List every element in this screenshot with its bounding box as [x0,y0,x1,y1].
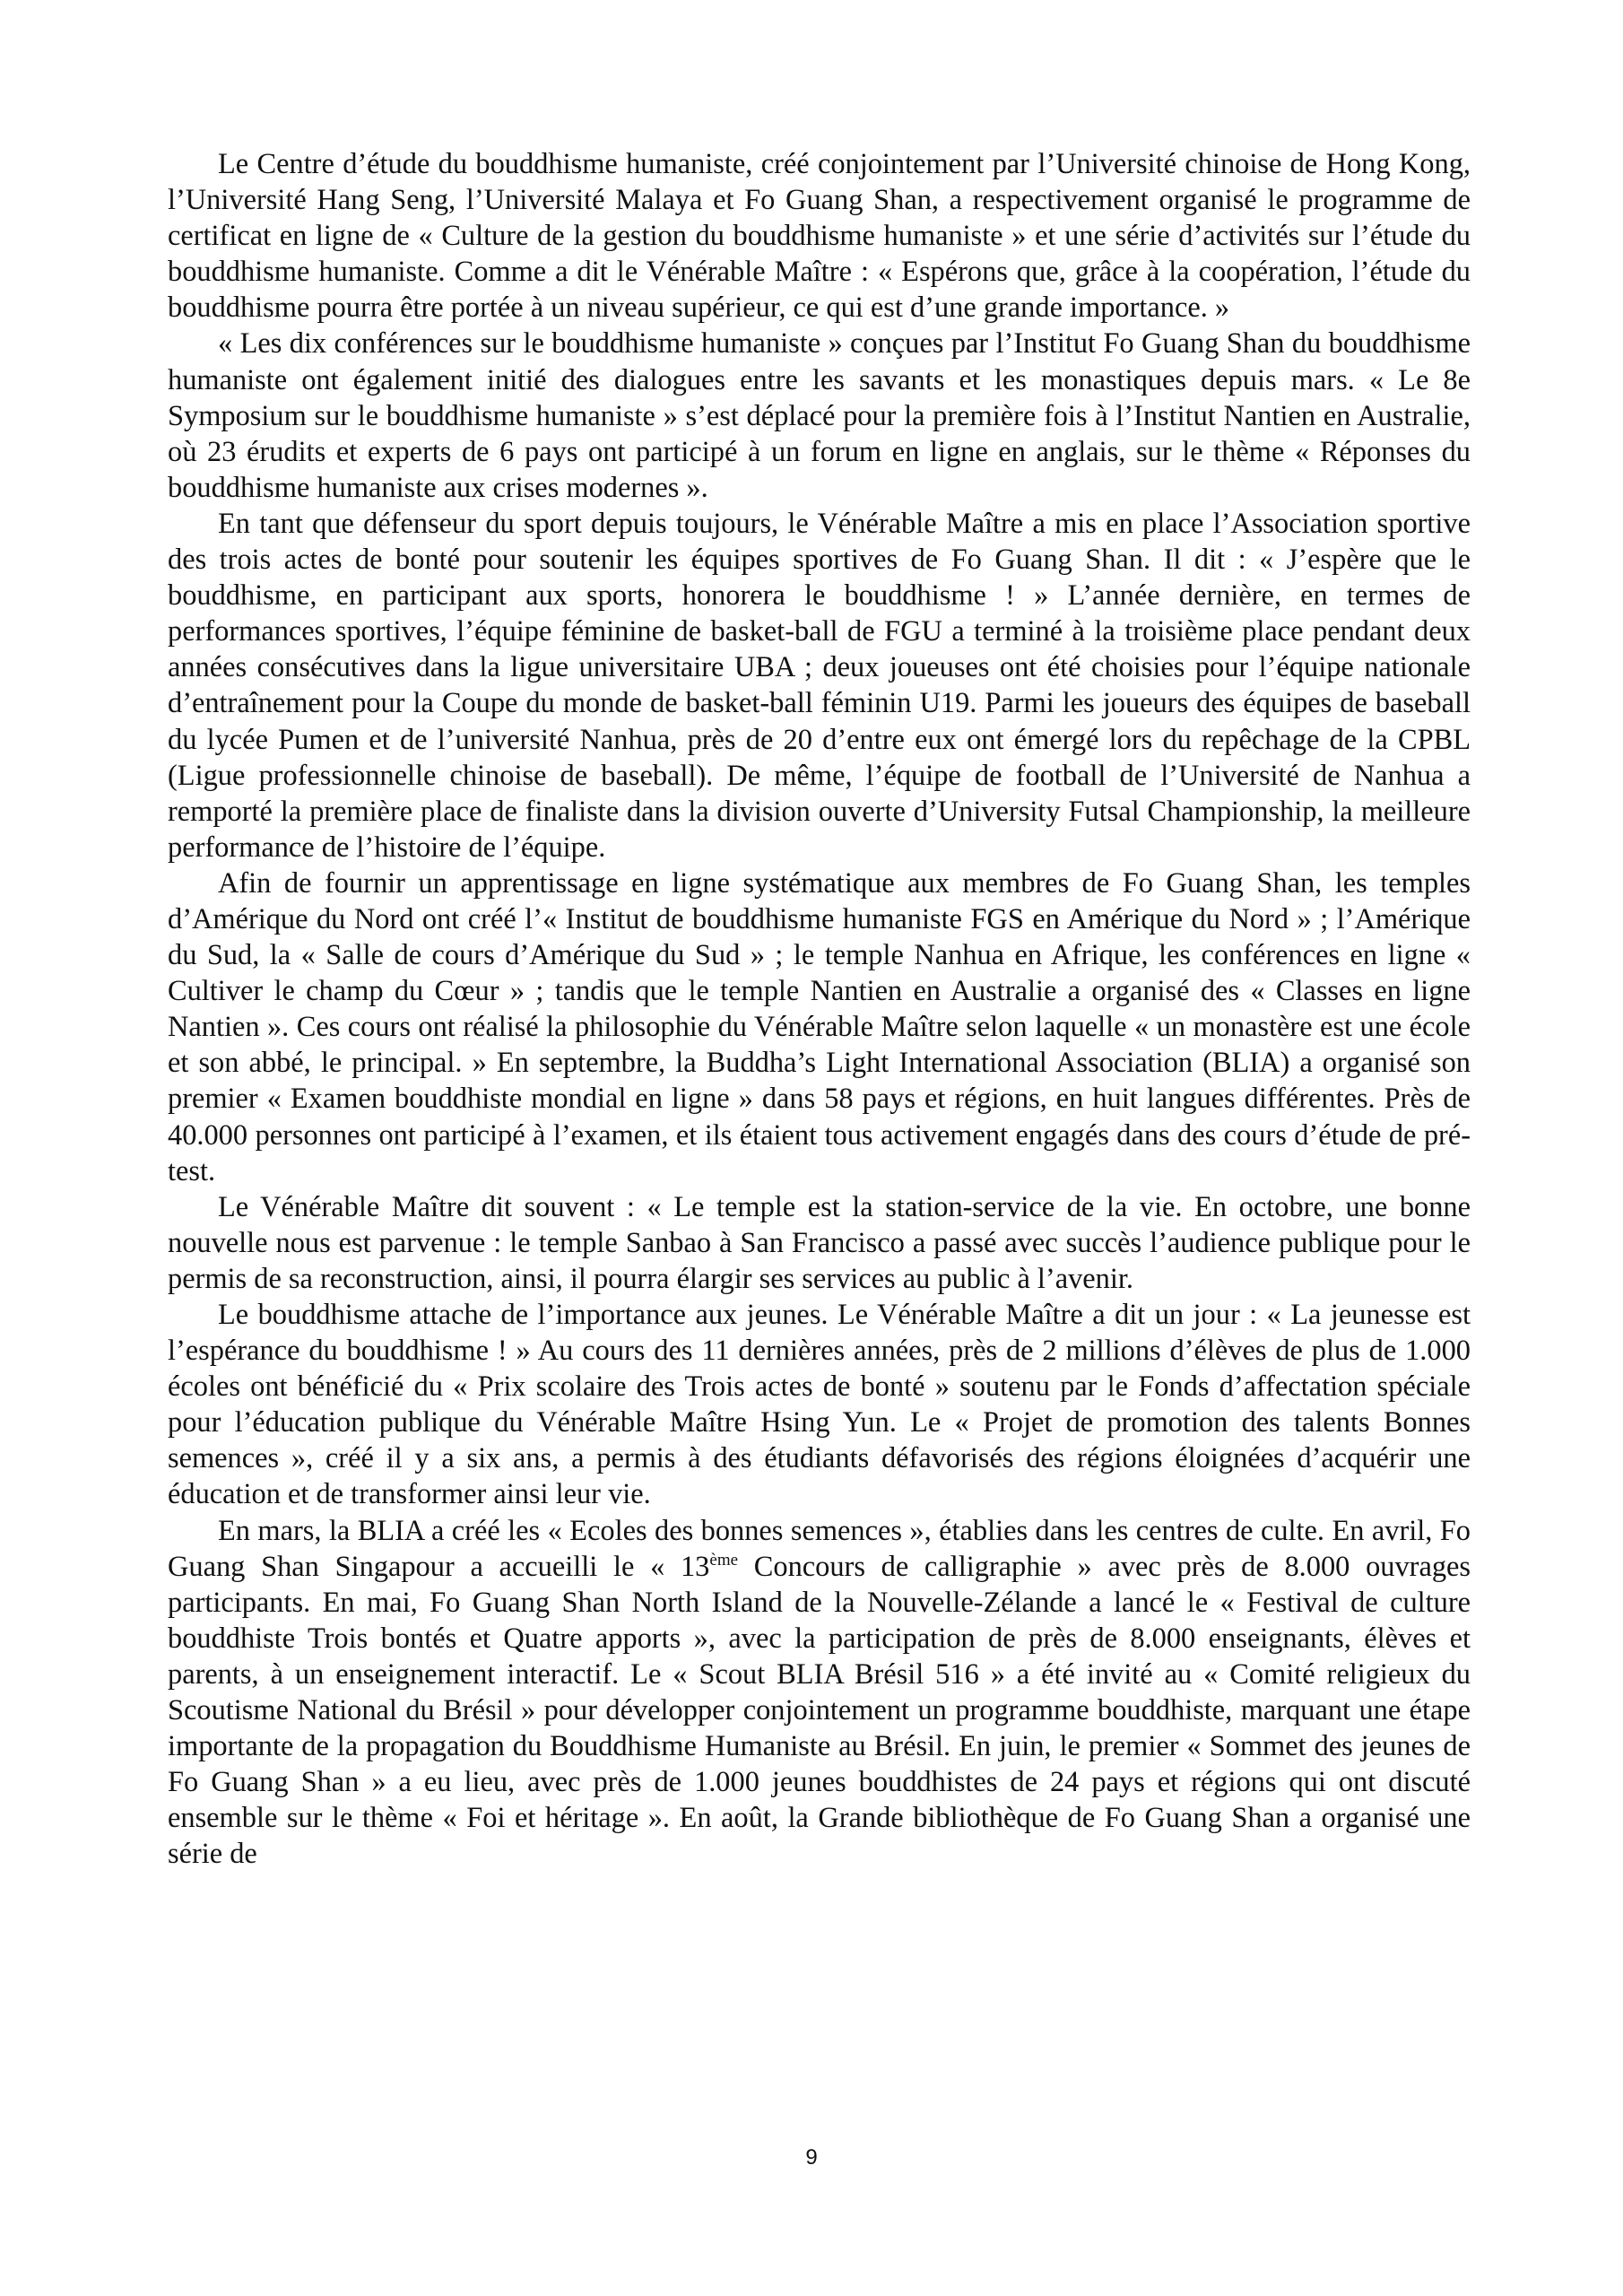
page-number: 9 [805,2145,818,2170]
paragraph-7-part-2: Concours de calligraphie » avec près de 8.000 ouvrages participants. En mai, Fo Guang Shan North Island de la Nouvelle-Zélande a lancé le « Festival de culture bouddhiste Trois bontés et Quatre apports », avec la participation de près de 8.000 enseignants, élèves et parents, à un enseignement interactif. Le « Scout BLIA Brésil 516 » a été invité au « Comité religieux du Scoutisme National du Brésil » pour développer conjointement un programme bouddhiste, marquant une étape importante de la propagation du Bouddhisme Humaniste au Brésil. En juin, le premier « Sommet des jeunes de Fo Guang Shan » a eu lieu, avec près de 1.000 jeunes bouddhistes de 24 pays et régions qui ont discuté ensemble sur le thème « Foi et héritage ». En août, la Grande bibliothèque de Fo Guang Shan a organisé une série de [168,1550,1471,1871]
body-text [168,146,1471,1873]
paragraph-5: Le Vénérable Maître dit souvent : « Le temple est la station-service de la vie. En octobre, une bonne nouvelle nous est parvenue : le temple Sanbao à San Francisco a passé avec succès l’audience publique pour le permis de sa reconstruction, ainsi, il pourra élargir ses services au public à l’avenir. [168,1190,1471,1295]
paragraph-7 [168,1513,1471,1873]
paragraph-7-part-1: En mars, la BLIA a créé les « Ecoles des bonnes semences », établies dans les centres de culte. En avril, Fo Guang Shan Singapour a accueilli le « 13 [168,1514,1471,1583]
paragraph-4: Afin de fournir un apprentissage en ligne systématique aux membres de Fo Guang Shan, les temples d’Amérique du Nord ont créé l’« Institut de bouddhisme humaniste FGS en Amérique du Nord » ; l’Amérique du Sud, la « Salle de cours d’Amérique du Sud » ; le temple Nanhua en Afrique, les conférences en ligne « Cultiver le champ du Cœur » ; tandis que le temple Nantien en Australie a organisé des « Classes en ligne Nantien ». Ces cours ont réalisé la philosophie du Vénérable Maître selon laquelle « un monastère est une école et son abbé, le principal. » En septembre, la Buddha’s Light International Association (BLIA) a organisé son premier « Examen bouddhiste mondial en ligne » dans 58 pays et régions, en huit langues différentes. Près de 40.000 personnes ont participé à l’examen, et ils étaient tous activement engagés dans des cours d’étude de pré-test. [168,866,1471,1187]
paragraph-6: Le bouddhisme attache de l’importance aux jeunes. Le Vénérable Maître a dit un jour : « La jeunesse est l’espérance du bouddhisme ! » Au cours des 11 dernières années, près de 2 millions d’élèves de plus de 1.000 écoles ont bénéficié du « Prix scolaire des Trois actes de bonté » soutenu par le Fonds d’affectation spéciale pour l’éducation publique du Vénérable Maître Hsing Yun. Le « Projet de promotion des talents Bonnes semences », créé il y a six ans, a permis à des étudiants défavorisés des régions éloignées d’acquérir une éducation et de transformer ainsi leur vie. [168,1299,1471,1511]
ordinal-superscript: ème [709,1550,739,1570]
paragraph-2: « Les dix conférences sur le bouddhisme humaniste » conçues par l’Institut Fo Guang Shan du bouddhisme humaniste ont également initié des dialogues entre les savants et les monastiques depuis mars. « Le 8e Symposium sur le bouddhisme humaniste » s’est déplacé pour la première fois à l’Institut Nantien en Australie, où 23 érudits et experts de 6 pays ont participé à un forum en ligne en anglais, sur le thème « Réponses du bouddhisme humaniste aux crises modernes ». [168,327,1471,504]
paragraph-1: Le Centre d’étude du bouddhisme humaniste, créé conjointement par l’Université chinoise de Hong Kong, l’Université Hang Seng, l’Université Malaya et Fo Guang Shan, a respectivement organisé le programme de certificat en ligne de « Culture de la gestion du bouddhisme humaniste » et une série d’activités sur l’étude du bouddhisme humaniste. Comme a dit le Vénérable Maître : « Espérons que, grâce à la coopération, l’étude du bouddhisme pourra être portée à un niveau supérieur, ce qui est d’une grande importance. » [168,148,1471,325]
paragraph-3: En tant que défenseur du sport depuis toujours, le Vénérable Maître a mis en place l’Association sportive des trois actes de bonté pour soutenir les équipes sportives de Fo Guang Shan. Il dit : « J’espère que le bouddhisme, en participant aux sports, honorera le bouddhisme ! » L’année dernière, en termes de performances sportives, l’équipe féminine de basket-ball de FGU a terminé à la troisième place pendant deux années consécutives dans la ligue universitaire UBA ; deux joueuses ont été choisies pour l’équipe nationale d’entraînement pour la Coupe du monde de basket-ball féminin U19. Parmi les joueurs des équipes de baseball du lycée Pumen et de l’université Nanhua, près de 20 d’entre eux ont émergé lors du repêchage de la CPBL (Ligue professionnelle chinoise de baseball). De même, l’équipe de football de l’Université de Nanhua a remporté la première place de finaliste dans la division ouverte d’University Futsal Championship, la meilleure performance de l’histoire de l’équipe. [168,507,1471,864]
